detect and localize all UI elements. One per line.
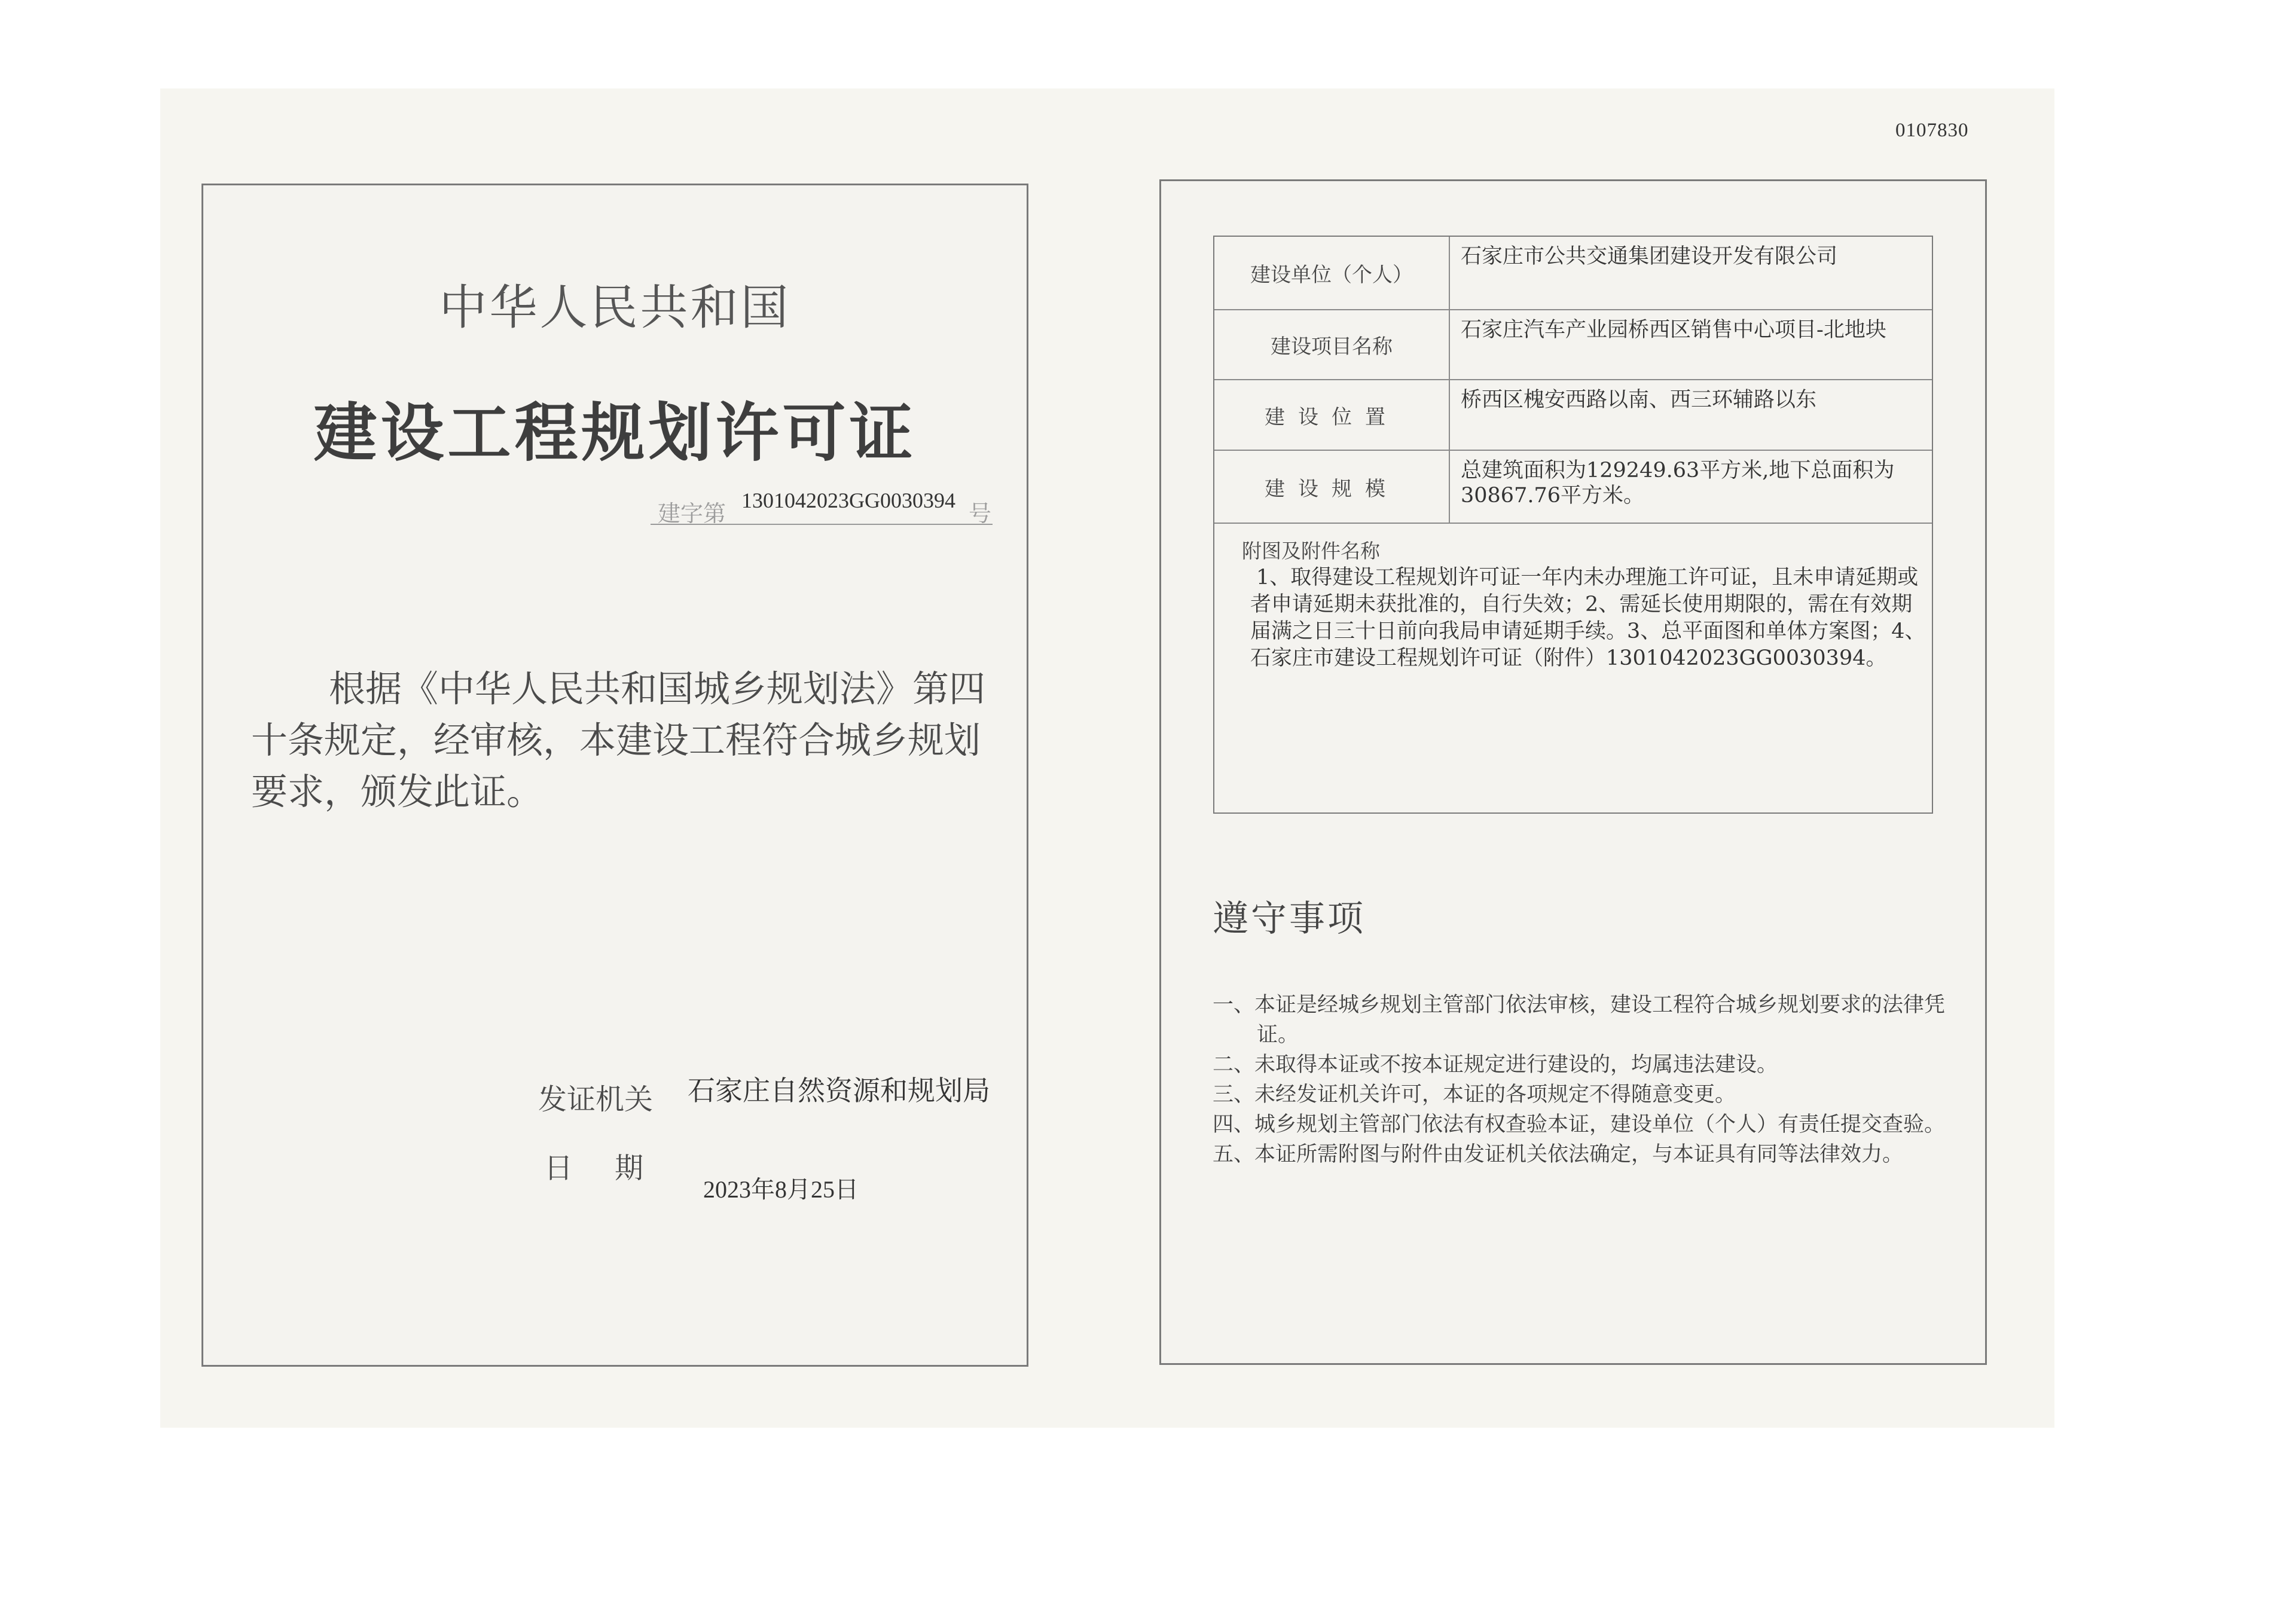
- notes-list: [1213, 990, 1954, 1169]
- issue-date: 2023年8月25日: [703, 1176, 859, 1203]
- list-item: 五、本证所需附图与附件由发证机关依法确定，与本证具有同等法律效力。: [1213, 1143, 1904, 1166]
- country-name: 中华人民共和国: [439, 280, 791, 335]
- project-info-table: [1213, 236, 1933, 814]
- attachments-label: 附图及附件名称: [1242, 539, 1380, 563]
- serial-number: 0107830: [1895, 120, 1969, 141]
- date-label: 日期: [544, 1151, 686, 1185]
- notes-title: 遵守事项: [1213, 898, 1366, 940]
- attachments-text: 1、取得建设工程规划许可证一年内未办理施工许可证，且未申请延期或者申请延期未获批准的，自行失效；2、需延长使用期限的，需在有效期届满之日三十日前向我局申请延期手续。3、总平面图和单体方案图；4、石家庄市建设工程规划许可证（附件）1301042023GG0030394。: [1250, 566, 1926, 670]
- certificate-statement: 根据《中华人民共和国城乡规划法》第四十条规定，经审核，本建设工程符合城乡规划要求，颁发此证。: [251, 668, 986, 813]
- certificate-back-panel: [1159, 179, 1987, 1365]
- certificate-number-suffix: 号: [969, 500, 992, 527]
- certificate-title: 建设工程规划许可证: [313, 396, 917, 470]
- row-value-location: 桥西区槐安西路以南、西三环辅路以东: [1461, 388, 1817, 412]
- row-label-scale: 建设规模: [1214, 451, 1450, 523]
- issuer-name: 石家庄自然资源和规划局: [688, 1074, 990, 1107]
- row-label-developer: 建设单位（个人）: [1214, 237, 1450, 309]
- certificate-number-prefix: 建字第: [658, 500, 726, 527]
- table-row: [1214, 310, 1932, 380]
- certificate-number: 1301042023GG0030394: [741, 488, 955, 512]
- row-label-location: 建设位置: [1214, 380, 1450, 450]
- table-row: [1214, 380, 1932, 451]
- list-item: 三、未经发证机关许可，本证的各项规定不得随意变更。: [1213, 1083, 1736, 1107]
- row-value-scale: 总建筑面积为129249.63平方米,地下总面积为30867.76平方米。: [1461, 459, 1895, 508]
- list-item: 四、城乡规划主管部门依法有权查验本证，建设单位（个人）有责任提交查验。: [1213, 1113, 1946, 1137]
- issuer-label: 发证机关: [538, 1083, 654, 1116]
- list-item: 二、未取得本证或不按本证规定进行建设的，均属违法建设。: [1213, 1053, 1778, 1077]
- certificate-number-line: [651, 488, 993, 525]
- table-row: [1214, 451, 1932, 524]
- list-item: 一、本证是经城乡规划主管部门依法审核，建设工程符合城乡规划要求的法律凭证。: [1213, 993, 1946, 1047]
- table-row: [1214, 237, 1932, 310]
- row-value-developer: 石家庄市公共交通集团建设开发有限公司: [1461, 245, 1838, 268]
- certificate-front-panel: [201, 184, 1028, 1367]
- row-value-project-name: 石家庄汽车产业园桥西区销售中心项目-北地块: [1461, 318, 1886, 342]
- row-label-project-name: 建设项目名称: [1214, 310, 1450, 379]
